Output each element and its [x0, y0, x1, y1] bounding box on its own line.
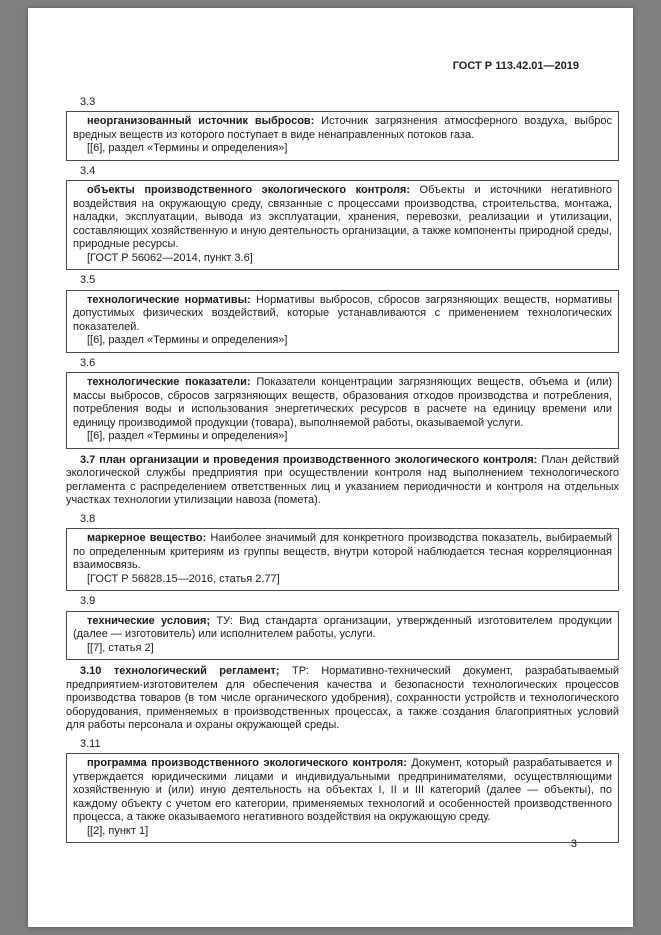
definition-text: технические условия; ТУ: Вид стандарта организации, утвержденный изготовителем продукции (далее — изготовитель) или исполнителем работы, услуги.: [73, 614, 613, 640]
definition-text: 3.10 технологический регламент; ТР: Нормативно-технический документ, разрабатываемый предприятием-изготовителем для обеспечения качества и безопасности технологических процессов производства товаров (в том числе органического удобрения), сохранности устройств и технологического оборудования, применяемых в производственных процессах, а также создания благоприятных условий для работы персонала и охраны окружающей среды.: [66, 665, 619, 731]
definition-box: [66, 528, 619, 591]
section-number: 3.8: [80, 512, 96, 525]
sections: [66, 96, 619, 844]
source-reference: [[7], статья 2]: [87, 641, 154, 654]
source-reference: [[6], раздел «Термины и определения»]: [87, 334, 288, 346]
source-reference: [ГОСТ Р 56828.15—2016, статья 2.77]: [87, 572, 280, 585]
definition-box: [66, 753, 619, 843]
definition-box: [66, 111, 619, 161]
term-section: [66, 513, 619, 592]
term-label: технологические нормативы:: [87, 293, 251, 306]
term-section: [66, 454, 619, 508]
definition-box: [66, 290, 619, 353]
definition-text: технологические показатели: Показатели концентрации загрязняющих веществ, объема и (или) массы выбросов, сбросов загрязняющих веществ, образования отходов производства и потребления, потребления воды и использования энергетических ресурсов в расчете на единицу времени или единицу производимой продукции (товара), выполняемой работы, оказываемой услуги.: [73, 376, 612, 429]
term-label: объекты производственного экологического контроля:: [87, 184, 411, 196]
definition-text: технологические нормативы: Нормативы выбросов, сбросов загрязняющих веществ, нормативы допустимых физических воздействий, которые устанавливаются с применением технологических показателей.: [73, 293, 612, 333]
term-label: технические условия;: [87, 614, 211, 627]
term-section: [66, 665, 619, 733]
section-number: 3.5: [80, 274, 96, 286]
document-header: ГОСТ Р 113.42.01—2019: [452, 60, 579, 72]
source-reference: [[6], раздел «Термины и определения»]: [87, 142, 288, 154]
term-section: [66, 357, 619, 449]
definition-text: объекты производственного экологического контроля: Объекты и источники негативного воздействия на окружающую среду, связанные с процессами производства, строительства, монтажа, наладки, эксплуатации, вывода из эксплуатации, хранения, перевозки, реализации и утилизации, составляющих хозяйственную и иную деятельность организации, а также компоненты природной среды, природные ресурсы.: [73, 184, 612, 250]
definition-box: [66, 372, 619, 449]
section-number: 3.3: [80, 95, 96, 108]
term-label: технологические показатели:: [87, 376, 251, 388]
term-section: [66, 96, 619, 161]
section-number: 3.11: [80, 737, 101, 750]
term-label: программа производственного экологического контроля:: [87, 757, 407, 769]
source-reference: [[6], раздел «Термины и определения»]: [87, 430, 288, 442]
term-label: маркерное вещество:: [87, 532, 207, 544]
definition-box: [66, 180, 619, 270]
source-reference: [[2], пункт 1]: [87, 824, 149, 837]
source-reference: [ГОСТ Р 56062—2014, пункт 3.6]: [87, 251, 253, 264]
term-section: [66, 595, 619, 660]
term-section: [66, 274, 619, 353]
definition-box: [66, 611, 619, 661]
section-number: 3.9: [80, 595, 96, 607]
term-section: [66, 738, 619, 844]
term-label: 3.7 план организации и проведения производственного экологического контроля:: [80, 453, 538, 466]
document-page: [28, 8, 633, 927]
definition-text: маркерное вещество: Наиболее значимый для конкретного производства показатель, выбираемый по определенным критериям из группы веществ, внутри которой наблюдается тесная корреляционная взаимосвязь.: [73, 532, 613, 571]
definition-text: неорганизованный источник выбросов: Источник загрязнения атмосферного воздуха, выброс вредных веществ из которого поступает в виде ненаправленных потоков газа.: [73, 115, 612, 141]
section-number: 3.4: [80, 164, 96, 177]
page-number: 3: [570, 837, 577, 850]
section-number: 3.6: [80, 356, 96, 369]
term-label: 3.10 технологический регламент;: [80, 665, 280, 677]
term-section: [66, 165, 619, 271]
definition-text: программа производственного экологического контроля: Документ, который разрабатывается и утверждается юридическими лицами и индивидуальными предпринимателями, осуществляющими хозяйственную и (или) иную деятельность на объектах I, II и III категорий (далее — объекты), по каждому объекту с учетом его категории, применяемых технологий и особенностей производственного процесса, а также оказываемого негативного воздействия на окружающую среду.: [73, 757, 612, 823]
term-label: неорганизованный источник выбросов:: [87, 115, 315, 127]
definition-text: 3.7 план организации и проведения производственного экологического контроля: План действий экологической службы предприятия при осуществлении контроля над выполнением технологического регламента с распределением ответственных лиц и указанием периодичности и контроля на отдельных участках технологии утилизации навоза (помета).: [66, 453, 619, 506]
